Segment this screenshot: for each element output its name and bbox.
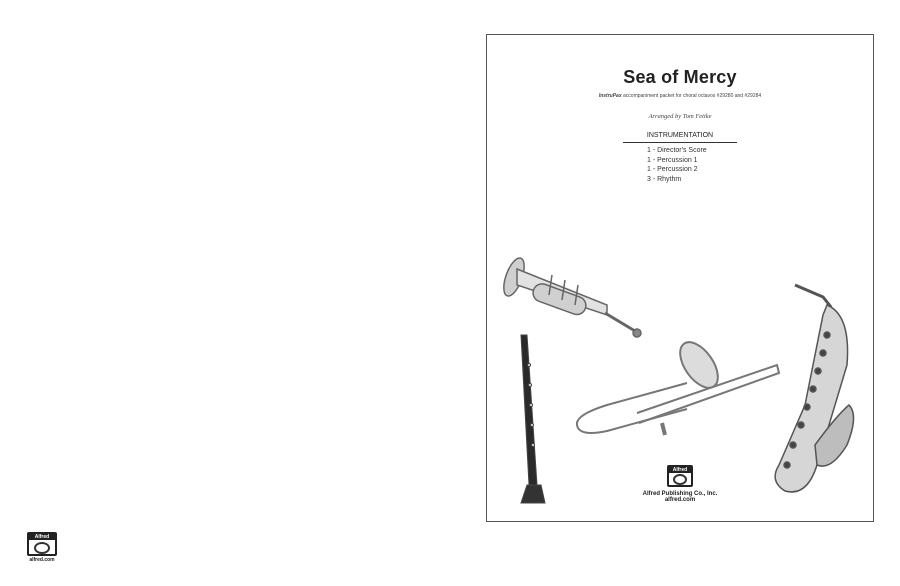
instrumentation-heading: INSTRUMENTATION xyxy=(623,132,737,143)
arranger-credit: Arranged by Tom Fettke xyxy=(648,113,712,120)
cover-title: Sea of Mercy xyxy=(623,67,737,87)
back-cover-logo xyxy=(24,532,60,563)
front-cover xyxy=(486,34,874,522)
subtitle-text: accompaniment packet for choral octavos #29280 and #29284 xyxy=(621,93,762,99)
publisher-website: alfred.com xyxy=(664,497,696,503)
instrumentation-item: 1 - Percussion 1 xyxy=(647,156,698,164)
alfred-logo-icon xyxy=(27,532,57,556)
trombone-icon xyxy=(577,336,779,435)
trumpet-icon xyxy=(500,255,641,337)
instrumentation-item: 1 - Percussion 2 xyxy=(647,166,698,173)
alfred-logo-icon xyxy=(667,465,693,487)
instrumentation-item: 3 - Rhythm xyxy=(647,175,682,183)
logo-label: Alfred xyxy=(29,534,55,540)
publisher-block xyxy=(487,465,873,503)
instrumentation-item: 1 - Director's Score xyxy=(647,147,707,154)
saxophone-icon xyxy=(775,285,853,492)
back-cover-url: alfred.com xyxy=(29,557,55,563)
logo-label: Alfred xyxy=(669,467,691,473)
subtitle-brand: InstruPax xyxy=(598,93,622,99)
cover-subtitle xyxy=(487,93,873,99)
instrumentation-list xyxy=(647,146,707,184)
publisher-name: Alfred Publishing Co., Inc. xyxy=(642,491,718,497)
